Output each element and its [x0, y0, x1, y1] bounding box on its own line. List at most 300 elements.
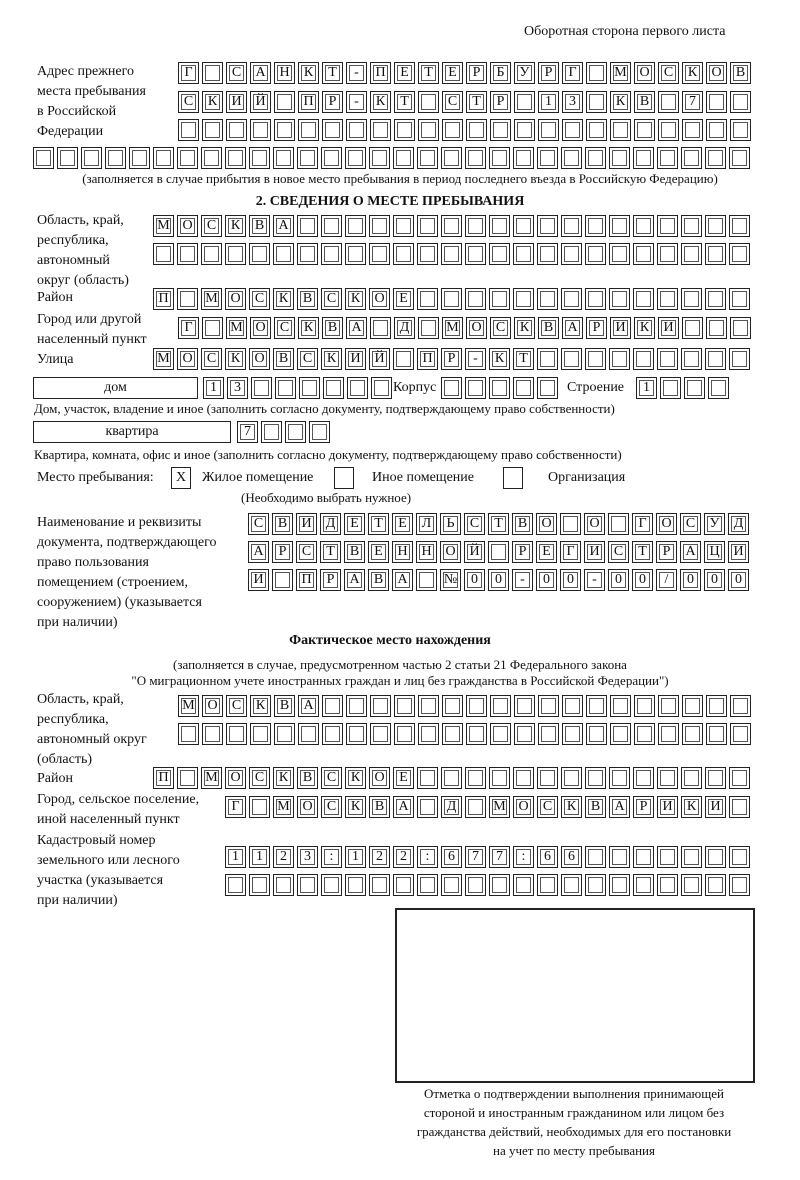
letter-cell[interactable]	[634, 723, 655, 745]
letter-cell[interactable]: А	[609, 796, 630, 818]
letter-cell[interactable]	[489, 288, 510, 310]
letter-cell[interactable]: Е	[392, 513, 413, 535]
letter-cell[interactable]	[346, 695, 367, 717]
letter-cell[interactable]: М	[153, 348, 174, 370]
letter-cell[interactable]	[417, 243, 438, 265]
letter-cell[interactable]	[562, 723, 583, 745]
letter-cell[interactable]	[417, 147, 438, 169]
letter-cell[interactable]: Ь	[440, 513, 461, 535]
letter-cell[interactable]: И	[705, 796, 726, 818]
letter-cell[interactable]: Н	[274, 62, 295, 84]
city-row[interactable]	[178, 317, 751, 339]
letter-cell[interactable]: Т	[418, 62, 439, 84]
letter-cell[interactable]: Т	[632, 541, 653, 563]
letter-cell[interactable]	[657, 243, 678, 265]
letter-cell[interactable]: В	[297, 288, 318, 310]
letter-cell[interactable]: С	[321, 796, 342, 818]
letter-cell[interactable]: О	[177, 348, 198, 370]
letter-cell[interactable]	[441, 767, 462, 789]
letter-cell[interactable]	[658, 119, 679, 141]
letter-cell[interactable]: 0	[632, 569, 653, 591]
letter-cell[interactable]	[369, 243, 390, 265]
letter-cell[interactable]: О	[297, 796, 318, 818]
letter-cell[interactable]	[609, 215, 630, 237]
letter-cell[interactable]: И	[248, 569, 269, 591]
letter-cell[interactable]: С	[490, 317, 511, 339]
letter-cell[interactable]: А	[393, 796, 414, 818]
letter-cell[interactable]	[537, 147, 558, 169]
letter-cell[interactable]	[297, 147, 318, 169]
letter-cell[interactable]	[537, 215, 558, 237]
letter-cell[interactable]	[681, 767, 702, 789]
doc-row-3[interactable]	[248, 569, 749, 591]
actual-district-row[interactable]	[153, 767, 750, 789]
letter-cell[interactable]	[226, 723, 247, 745]
letter-cell[interactable]: Д	[441, 796, 462, 818]
letter-cell[interactable]: А	[250, 62, 271, 84]
letter-cell[interactable]	[633, 147, 654, 169]
letter-cell[interactable]	[681, 243, 702, 265]
letter-cell[interactable]	[249, 796, 270, 818]
letter-cell[interactable]: А	[680, 541, 701, 563]
letter-cell[interactable]: К	[273, 767, 294, 789]
letter-cell[interactable]	[465, 243, 486, 265]
letter-cell[interactable]: О	[584, 513, 605, 535]
actual-city-row[interactable]	[225, 796, 750, 818]
letter-cell[interactable]: Г	[562, 62, 583, 84]
letter-cell[interactable]	[370, 723, 391, 745]
letter-cell[interactable]: П	[296, 569, 317, 591]
letter-cell[interactable]	[608, 513, 629, 535]
letter-cell[interactable]	[729, 288, 750, 310]
letter-cell[interactable]	[708, 377, 729, 399]
letter-cell[interactable]	[657, 767, 678, 789]
letter-cell[interactable]: П	[153, 288, 174, 310]
letter-cell[interactable]: -	[584, 569, 605, 591]
letter-cell[interactable]	[705, 147, 726, 169]
letter-cell[interactable]	[251, 377, 272, 399]
letter-cell[interactable]	[706, 723, 727, 745]
letter-cell[interactable]	[586, 119, 607, 141]
letter-cell[interactable]: Ц	[704, 541, 725, 563]
letter-cell[interactable]	[297, 215, 318, 237]
letter-cell[interactable]: 1	[249, 846, 270, 868]
letter-cell[interactable]	[465, 874, 486, 896]
prev-address-row-3[interactable]	[178, 119, 751, 141]
letter-cell[interactable]	[417, 767, 438, 789]
letter-cell[interactable]	[537, 243, 558, 265]
letter-cell[interactable]	[705, 288, 726, 310]
letter-cell[interactable]	[202, 62, 223, 84]
letter-cell[interactable]: С	[297, 348, 318, 370]
letter-cell[interactable]	[730, 317, 751, 339]
letter-cell[interactable]	[562, 119, 583, 141]
letter-cell[interactable]: 7	[237, 421, 258, 443]
letter-cell[interactable]	[705, 846, 726, 868]
letter-cell[interactable]: А	[344, 569, 365, 591]
doc-row-2[interactable]	[248, 541, 749, 563]
letter-cell[interactable]	[658, 723, 679, 745]
letter-cell[interactable]	[658, 91, 679, 113]
letter-cell[interactable]: О	[513, 796, 534, 818]
letter-cell[interactable]: -	[465, 348, 486, 370]
letter-cell[interactable]	[706, 317, 727, 339]
letter-cell[interactable]	[81, 147, 102, 169]
letter-cell[interactable]: 0	[464, 569, 485, 591]
letter-cell[interactable]	[658, 695, 679, 717]
letter-cell[interactable]: 7	[682, 91, 703, 113]
letter-cell[interactable]	[465, 215, 486, 237]
letter-cell[interactable]: Р	[512, 541, 533, 563]
letter-cell[interactable]: Е	[393, 288, 414, 310]
letter-cell[interactable]: Е	[536, 541, 557, 563]
letter-cell[interactable]: В	[344, 541, 365, 563]
letter-cell[interactable]: 6	[441, 846, 462, 868]
letter-cell[interactable]: М	[226, 317, 247, 339]
letter-cell[interactable]	[537, 288, 558, 310]
letter-cell[interactable]: Р	[272, 541, 293, 563]
letter-cell[interactable]: В	[249, 215, 270, 237]
letter-cell[interactable]: О	[369, 288, 390, 310]
letter-cell[interactable]	[417, 215, 438, 237]
letter-cell[interactable]	[561, 147, 582, 169]
letter-cell[interactable]: О	[177, 215, 198, 237]
letter-cell[interactable]	[418, 695, 439, 717]
letter-cell[interactable]: О	[466, 317, 487, 339]
letter-cell[interactable]	[416, 569, 437, 591]
letter-cell[interactable]: С	[680, 513, 701, 535]
letter-cell[interactable]	[442, 119, 463, 141]
stay-option-checkbox-organization[interactable]	[503, 467, 523, 489]
letter-cell[interactable]	[369, 874, 390, 896]
letter-cell[interactable]	[538, 723, 559, 745]
letter-cell[interactable]	[202, 317, 223, 339]
letter-cell[interactable]	[346, 119, 367, 141]
letter-cell[interactable]: П	[298, 91, 319, 113]
letter-cell[interactable]: Н	[392, 541, 413, 563]
letter-cell[interactable]: Б	[490, 62, 511, 84]
letter-cell[interactable]: К	[298, 62, 319, 84]
letter-cell[interactable]	[321, 147, 342, 169]
letter-cell[interactable]	[369, 147, 390, 169]
letter-cell[interactable]	[610, 119, 631, 141]
letter-cell[interactable]: М	[201, 767, 222, 789]
letter-cell[interactable]	[706, 695, 727, 717]
house-number-row[interactable]	[203, 377, 392, 399]
letter-cell[interactable]	[442, 723, 463, 745]
letter-cell[interactable]: В	[512, 513, 533, 535]
letter-cell[interactable]: Д	[728, 513, 749, 535]
letter-cell[interactable]: П	[417, 348, 438, 370]
letter-cell[interactable]: А	[248, 541, 269, 563]
letter-cell[interactable]: 6	[561, 846, 582, 868]
letter-cell[interactable]: -	[512, 569, 533, 591]
letter-cell[interactable]: О	[225, 288, 246, 310]
letter-cell[interactable]: С	[658, 62, 679, 84]
letter-cell[interactable]	[586, 695, 607, 717]
letter-cell[interactable]	[177, 147, 198, 169]
letter-cell[interactable]	[633, 846, 654, 868]
letter-cell[interactable]	[346, 723, 367, 745]
letter-cell[interactable]: :	[513, 846, 534, 868]
letter-cell[interactable]	[261, 421, 282, 443]
letter-cell[interactable]	[657, 874, 678, 896]
letter-cell[interactable]	[730, 723, 751, 745]
letter-cell[interactable]	[490, 695, 511, 717]
letter-cell[interactable]: О	[706, 62, 727, 84]
letter-cell[interactable]	[297, 243, 318, 265]
letter-cell[interactable]	[514, 695, 535, 717]
letter-cell[interactable]	[201, 243, 222, 265]
letter-cell[interactable]	[272, 569, 293, 591]
letter-cell[interactable]: М	[201, 288, 222, 310]
letter-cell[interactable]	[729, 767, 750, 789]
letter-cell[interactable]: 0	[608, 569, 629, 591]
letter-cell[interactable]	[345, 243, 366, 265]
letter-cell[interactable]	[561, 874, 582, 896]
letter-cell[interactable]: Е	[368, 541, 389, 563]
letter-cell[interactable]: С	[321, 288, 342, 310]
letter-cell[interactable]: Р	[656, 541, 677, 563]
letter-cell[interactable]	[537, 874, 558, 896]
letter-cell[interactable]: С	[442, 91, 463, 113]
letter-cell[interactable]	[370, 119, 391, 141]
letter-cell[interactable]: К	[298, 317, 319, 339]
letter-cell[interactable]	[178, 119, 199, 141]
letter-cell[interactable]: К	[321, 348, 342, 370]
letter-cell[interactable]	[609, 243, 630, 265]
letter-cell[interactable]	[610, 723, 631, 745]
letter-cell[interactable]	[345, 147, 366, 169]
letter-cell[interactable]	[513, 215, 534, 237]
letter-cell[interactable]	[249, 874, 270, 896]
letter-cell[interactable]: 0	[488, 569, 509, 591]
letter-cell[interactable]: Р	[490, 91, 511, 113]
letter-cell[interactable]	[273, 147, 294, 169]
letter-cell[interactable]	[275, 377, 296, 399]
letter-cell[interactable]	[729, 846, 750, 868]
letter-cell[interactable]: К	[682, 62, 703, 84]
letter-cell[interactable]: Т	[368, 513, 389, 535]
letter-cell[interactable]: В	[538, 317, 559, 339]
letter-cell[interactable]	[729, 348, 750, 370]
letter-cell[interactable]: К	[370, 91, 391, 113]
letter-cell[interactable]: Г	[225, 796, 246, 818]
letter-cell[interactable]: В	[273, 348, 294, 370]
letter-cell[interactable]: К	[225, 215, 246, 237]
letter-cell[interactable]	[729, 215, 750, 237]
letter-cell[interactable]	[177, 243, 198, 265]
district-row[interactable]	[153, 288, 750, 310]
letter-cell[interactable]: Е	[393, 767, 414, 789]
letter-cell[interactable]	[488, 541, 509, 563]
letter-cell[interactable]: В	[634, 91, 655, 113]
korpus-row[interactable]	[441, 377, 558, 399]
letter-cell[interactable]: Д	[320, 513, 341, 535]
letter-cell[interactable]: С	[201, 348, 222, 370]
letter-cell[interactable]	[393, 243, 414, 265]
letter-cell[interactable]: С	[537, 796, 558, 818]
letter-cell[interactable]: 2	[273, 846, 294, 868]
letter-cell[interactable]: Н	[416, 541, 437, 563]
letter-cell[interactable]	[682, 723, 703, 745]
letter-cell[interactable]: И	[296, 513, 317, 535]
letter-cell[interactable]	[202, 119, 223, 141]
letter-cell[interactable]	[585, 874, 606, 896]
stay-option-checkbox-residential[interactable]: X	[171, 467, 191, 489]
letter-cell[interactable]	[682, 317, 703, 339]
letter-cell[interactable]: Г	[178, 317, 199, 339]
letter-cell[interactable]: С	[274, 317, 295, 339]
letter-cell[interactable]	[585, 147, 606, 169]
region-row-2[interactable]	[153, 243, 750, 265]
letter-cell[interactable]	[490, 119, 511, 141]
letter-cell[interactable]	[705, 767, 726, 789]
letter-cell[interactable]	[514, 723, 535, 745]
letter-cell[interactable]: К	[634, 317, 655, 339]
letter-cell[interactable]: В	[368, 569, 389, 591]
letter-cell[interactable]: 0	[536, 569, 557, 591]
letter-cell[interactable]	[706, 91, 727, 113]
letter-cell[interactable]: П	[370, 62, 391, 84]
letter-cell[interactable]: 1	[636, 377, 657, 399]
letter-cell[interactable]	[322, 119, 343, 141]
letter-cell[interactable]: М	[442, 317, 463, 339]
letter-cell[interactable]: 3	[562, 91, 583, 113]
letter-cell[interactable]	[393, 874, 414, 896]
letter-cell[interactable]: :	[321, 846, 342, 868]
letter-cell[interactable]	[105, 147, 126, 169]
letter-cell[interactable]: О	[369, 767, 390, 789]
letter-cell[interactable]	[513, 147, 534, 169]
letter-cell[interactable]: К	[514, 317, 535, 339]
letter-cell[interactable]: :	[417, 846, 438, 868]
letter-cell[interactable]: 2	[369, 846, 390, 868]
prev-address-row-1[interactable]	[178, 62, 751, 84]
letter-cell[interactable]	[537, 767, 558, 789]
letter-cell[interactable]	[657, 348, 678, 370]
letter-cell[interactable]: С	[464, 513, 485, 535]
letter-cell[interactable]	[730, 91, 751, 113]
letter-cell[interactable]	[729, 147, 750, 169]
letter-cell[interactable]	[537, 377, 558, 399]
letter-cell[interactable]: Е	[394, 62, 415, 84]
letter-cell[interactable]	[489, 377, 510, 399]
letter-cell[interactable]	[418, 723, 439, 745]
letter-cell[interactable]: №	[440, 569, 461, 591]
letter-cell[interactable]	[633, 348, 654, 370]
letter-cell[interactable]	[537, 348, 558, 370]
letter-cell[interactable]	[321, 874, 342, 896]
apartment-type-field[interactable]: квартира	[33, 421, 231, 443]
letter-cell[interactable]	[609, 874, 630, 896]
letter-cell[interactable]	[33, 147, 54, 169]
letter-cell[interactable]: 0	[680, 569, 701, 591]
letter-cell[interactable]	[489, 874, 510, 896]
letter-cell[interactable]: 3	[227, 377, 248, 399]
letter-cell[interactable]: В	[369, 796, 390, 818]
letter-cell[interactable]: И	[658, 317, 679, 339]
letter-cell[interactable]	[705, 348, 726, 370]
letter-cell[interactable]: Т	[488, 513, 509, 535]
letter-cell[interactable]	[561, 288, 582, 310]
letter-cell[interactable]	[560, 513, 581, 535]
letter-cell[interactable]: И	[226, 91, 247, 113]
letter-cell[interactable]	[299, 377, 320, 399]
letter-cell[interactable]: У	[704, 513, 725, 535]
letter-cell[interactable]	[201, 147, 222, 169]
letter-cell[interactable]	[347, 377, 368, 399]
letter-cell[interactable]: М	[610, 62, 631, 84]
letter-cell[interactable]	[730, 695, 751, 717]
letter-cell[interactable]	[585, 243, 606, 265]
letter-cell[interactable]	[609, 846, 630, 868]
letter-cell[interactable]	[489, 215, 510, 237]
letter-cell[interactable]	[633, 874, 654, 896]
letter-cell[interactable]: К	[681, 796, 702, 818]
letter-cell[interactable]	[465, 796, 486, 818]
letter-cell[interactable]	[489, 147, 510, 169]
letter-cell[interactable]: 3	[297, 846, 318, 868]
letter-cell[interactable]: С	[201, 215, 222, 237]
letter-cell[interactable]	[466, 723, 487, 745]
letter-cell[interactable]	[285, 421, 306, 443]
letter-cell[interactable]: И	[345, 348, 366, 370]
letter-cell[interactable]: Й	[250, 91, 271, 113]
letter-cell[interactable]: Р	[466, 62, 487, 84]
letter-cell[interactable]	[441, 377, 462, 399]
letter-cell[interactable]	[660, 377, 681, 399]
street-row[interactable]	[153, 348, 750, 370]
letter-cell[interactable]	[369, 215, 390, 237]
letter-cell[interactable]: К	[273, 288, 294, 310]
actual-region-row-2[interactable]	[178, 723, 751, 745]
letter-cell[interactable]	[561, 348, 582, 370]
letter-cell[interactable]	[706, 119, 727, 141]
letter-cell[interactable]	[490, 723, 511, 745]
letter-cell[interactable]	[129, 147, 150, 169]
letter-cell[interactable]	[561, 243, 582, 265]
letter-cell[interactable]	[634, 695, 655, 717]
letter-cell[interactable]: Т	[320, 541, 341, 563]
letter-cell[interactable]	[514, 91, 535, 113]
letter-cell[interactable]: М	[489, 796, 510, 818]
letter-cell[interactable]: И	[610, 317, 631, 339]
letter-cell[interactable]: О	[202, 695, 223, 717]
letter-cell[interactable]	[586, 62, 607, 84]
letter-cell[interactable]	[609, 348, 630, 370]
letter-cell[interactable]	[609, 288, 630, 310]
letter-cell[interactable]	[657, 215, 678, 237]
letter-cell[interactable]	[681, 846, 702, 868]
letter-cell[interactable]: И	[657, 796, 678, 818]
letter-cell[interactable]	[370, 317, 391, 339]
apartment-number-row[interactable]	[237, 421, 330, 443]
letter-cell[interactable]: О	[249, 348, 270, 370]
letter-cell[interactable]	[681, 874, 702, 896]
letter-cell[interactable]	[513, 874, 534, 896]
letter-cell[interactable]	[321, 215, 342, 237]
letter-cell[interactable]: С	[608, 541, 629, 563]
letter-cell[interactable]	[562, 695, 583, 717]
letter-cell[interactable]: В	[272, 513, 293, 535]
letter-cell[interactable]	[513, 377, 534, 399]
letter-cell[interactable]	[274, 723, 295, 745]
letter-cell[interactable]	[633, 243, 654, 265]
letter-cell[interactable]	[250, 723, 271, 745]
letter-cell[interactable]	[226, 119, 247, 141]
letter-cell[interactable]	[225, 243, 246, 265]
